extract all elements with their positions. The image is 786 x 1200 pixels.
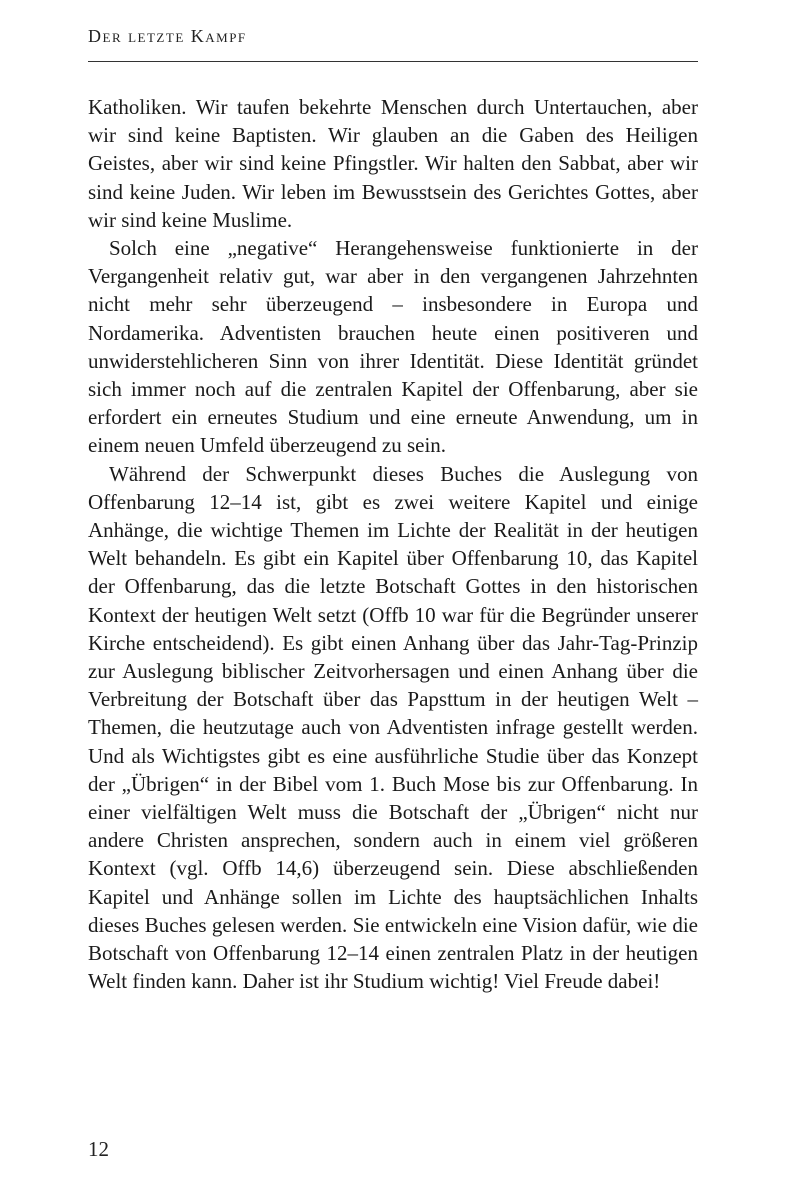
paragraph-1: Katholiken. Wir taufen bekehrte Menschen durch Untertauchen, aber wir sind keine Baptisten. Wir glauben an die Gaben des Heiligen Geistes, aber wir sind keine Pfingstler. Wir halten den Sabbat, aber wir sind keine Juden. Wir leben im Bewusstsein des Gerichtes Gottes, aber wir sind keine Muslime. bbox=[88, 95, 698, 232]
header-rule bbox=[88, 61, 698, 62]
page-number: 12 bbox=[88, 1137, 109, 1161]
running-head: Der letzte Kampf bbox=[88, 26, 247, 46]
paragraph-2: Solch eine „negative“ Herangehensweise funktionierte in der Vergangenheit relativ gut, war aber in den vergangenen Jahrzehnten nicht mehr sehr überzeugend – insbesondere in Europa und Nordamerika. Adventisten brauchen heute einen positiveren und unwiderstehlicheren Sinn von ihrer Identität. Diese Identität gründet sich immer noch auf die zentralen Kapitel der Offenbarung, aber sie erfordert ein erneutes Studium und eine erneute Anwendung, um in einem neuen Umfeld überzeugend zu sein. bbox=[88, 236, 698, 458]
paragraph-3: Während der Schwerpunkt dieses Buches die Auslegung von Offenbarung 12–14 ist, gibt es zwei weitere Kapitel und einige Anhänge, die wichtige Themen im Lichte der Realität in der heutigen Welt behandeln. Es gibt ein Kapitel über Offenbarung 10, das Kapitel der Offenbarung, das die letzte Botschaft Gottes in den historischen Kontext der heutigen Welt setzt (Offb 10 war für die Begründer unserer Kirche entscheidend). Es gibt einen Anhang über das Jahr-Tag-Prinzip zur Auslegung biblischer Zeitvorhersagen und einen Anhang über die Verbreitung der Botschaft über das Papsttum in der heutigen Welt – Themen, die heutzutage auch von Adventisten infrage gestellt werden. Und als Wichtigstes gibt es eine ausführliche Studie über das Konzept der „Übrigen“ in der Bibel vom 1. Buch Mose bis zur Offenbarung. In einer vielfältigen Welt muss die Botschaft der „Übrigen“ nicht nur andere Christen ansprechen, sondern auch in einem viel größeren Kontext (vgl. Offb 14,6) überzeugend sein. Diese abschließenden Kapitel und Anhänge sollen im Lichte des hauptsächlichen Inhalts dieses Buches gelesen werden. Sie entwickeln eine Vision dafür, wie die Botschaft von Offenbarung 12–14 einen zentralen Platz in der heutigen Welt finden kann. Daher ist ihr Studium wichtig! Viel Freude dabei! bbox=[88, 461, 698, 994]
body-text bbox=[88, 93, 698, 996]
